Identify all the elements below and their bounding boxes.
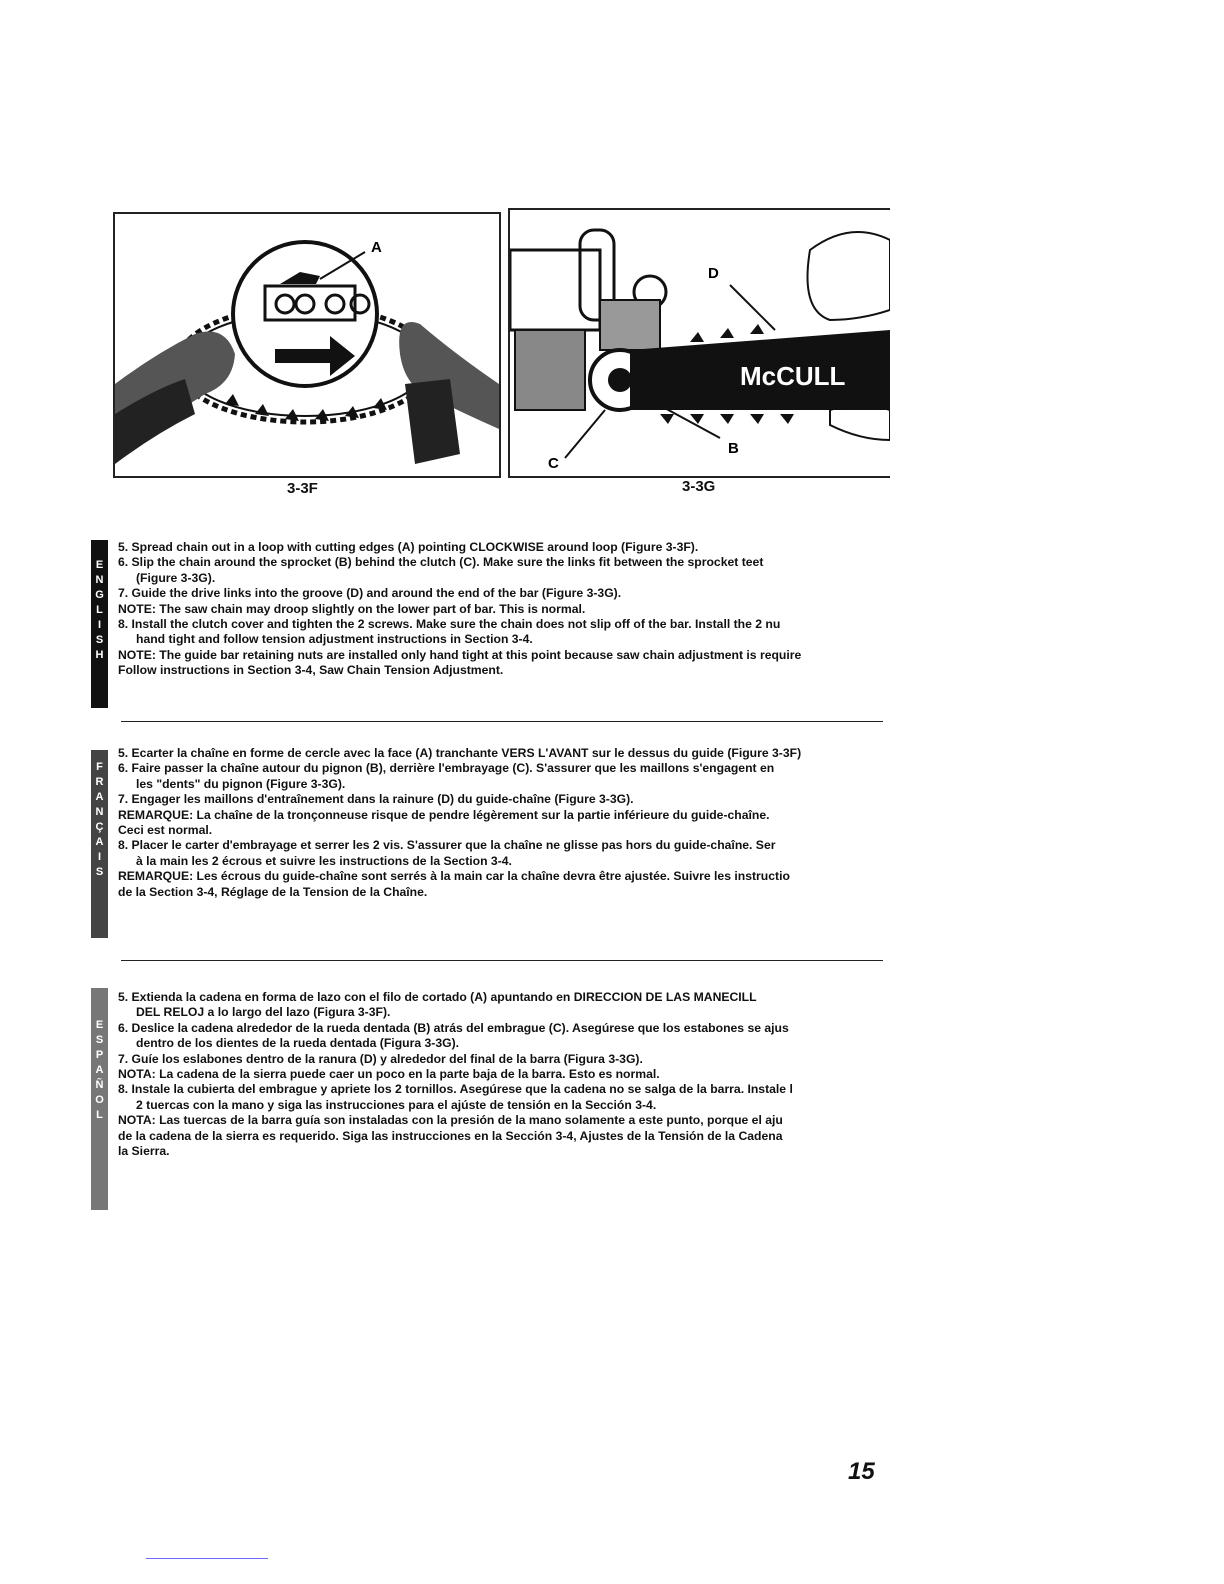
page-number: 15 <box>848 1458 875 1485</box>
text-line: la Sierra. <box>118 1144 170 1159</box>
language-tab-french: F R A N Ç A I S <box>91 750 108 938</box>
language-tab-spanish: E S P A Ñ O L <box>91 988 108 1210</box>
bar-logo: McCULL <box>740 361 846 391</box>
note-line: REMARQUE: La chaîne de la tronçonneuse risque de pendre légèrement sur la partie inférieure du guide-chaîne. <box>118 807 770 822</box>
text-line: 5. Spread chain out in a loop with cutting edges (A) pointing CLOCKWISE around loop (Figure 3-3F). <box>118 540 699 554</box>
chain-loop-illustration <box>115 214 499 476</box>
text-line: 7. Engager les maillons d'entraînement dans la rainure (D) du guide-chaîne (Figure 3-3G). <box>118 792 634 807</box>
text-line: 6. Deslice la cadena alrededor de la rueda dentada (B) atrás del embrague (C). Asegúrese que los estabones se ajus <box>118 1020 789 1035</box>
text-line: 8. Install the clutch cover and tighten the 2 screws. Make sure the chain does not slip off of the bar. Install the 2 nu <box>118 617 781 632</box>
text-line: 2 tuercas con la mano y siga las instrucciones para el ajúste de tensión en la Sección 3-4. <box>136 1097 657 1112</box>
footer-rule <box>146 1558 268 1559</box>
callout-b: B <box>728 440 739 457</box>
text-line: Ceci est normal. <box>118 823 213 838</box>
note-line: NOTA: La cadena de la sierra puede caer un poco en la parte baja de la barra. Esto es normal. <box>118 1067 660 1082</box>
figure-caption-3-3g: 3-3G <box>682 478 716 495</box>
text-line: de la Section 3-4, Réglage de la Tension de la Chaîne. <box>118 884 428 899</box>
chainsaw-bar-illustration <box>510 210 890 476</box>
text-line: DEL RELOJ a lo largo del lazo (Figura 3-3F). <box>136 1005 391 1020</box>
section-divider <box>121 721 883 722</box>
text-line: 5. Extienda la cadena en forma de lazo con el filo de cortado (A) apuntando en DIRECCION DE LAS MANECILL <box>118 990 757 1004</box>
spanish-instructions <box>118 990 918 1159</box>
callout-c: C <box>548 455 559 472</box>
text-line: à la main les 2 écrous et suivre les instructions de la Section 3-4. <box>136 853 512 868</box>
text-line: dentro de los dientes de la rueda dentada (Figura 3-3G). <box>136 1036 460 1051</box>
note-line: NOTE: The saw chain may droop slightly on the lower part of bar. This is normal. <box>118 601 586 616</box>
text-line: 6. Faire passer la chaîne autour du pignon (B), derrière l'embrayage (C). S'assurer que les maillons s'engagent en <box>118 761 775 776</box>
callout-d: D <box>708 265 719 282</box>
text-line: 8. Placer le carter d'embrayage et serrer les 2 vis. S'assurer que la chaîne ne glisse pas hors du guide-chaîne. Ser <box>118 838 776 853</box>
text-line: 7. Guíe los eslabones dentro de la ranura (D) y alrededor del final de la barra (Figura 3-3G). <box>118 1051 643 1066</box>
callout-a: A <box>371 239 382 256</box>
language-tab-english: E N G L I S H <box>91 540 108 708</box>
note-line: NOTA: Las tuercas de la barra guía son instaladas con la presión de la mano solamente a este punto, porque el aju <box>118 1113 783 1128</box>
text-line: hand tight and follow tension adjustment instructions in Section 3-4. <box>136 632 533 647</box>
text-line: (Figure 3-3G). <box>136 570 216 585</box>
text-line: 6. Slip the chain around the sprocket (B) behind the clutch (C). Make sure the links fit between the sprocket teet <box>118 555 764 570</box>
section-divider <box>121 960 883 961</box>
text-line: 8. Instale la cubierta del embrague y apriete los 2 tornillos. Asegúrese que la cadena no se salga de la barra. Instale l <box>118 1082 793 1097</box>
text-line: de la cadena de la sierra es requerido. Siga las instrucciones en la Sección 3-4, Ajustes de la Tensión de la Cadena <box>118 1128 783 1143</box>
figure-3-3f <box>113 212 501 478</box>
note-line: REMARQUE: Les écrous du guide-chaîne sont serrés à la main car la chaîne devra être ajustée. Suivre les instructio <box>118 869 790 884</box>
english-instructions <box>118 540 918 679</box>
text-line: 7. Guide the drive links into the groove (D) and around the end of the bar (Figure 3-3G). <box>118 586 622 601</box>
text-line: Follow instructions in Section 3-4, Saw Chain Tension Adjustment. <box>118 663 504 678</box>
french-instructions <box>118 746 918 900</box>
figure-3-3g <box>508 208 890 478</box>
note-line: NOTE: The guide bar retaining nuts are installed only hand tight at this point because saw chain adjustment is require <box>118 647 802 662</box>
figure-caption-3-3f: 3-3F <box>287 480 318 497</box>
text-line: 5. Ecarter la chaîne en forme de cercle avec la face (A) tranchante VERS L'AVANT sur le dessus du guide (Figure 3-3F) <box>118 746 802 760</box>
text-line: les "dents" du pignon (Figure 3-3G). <box>136 776 346 791</box>
